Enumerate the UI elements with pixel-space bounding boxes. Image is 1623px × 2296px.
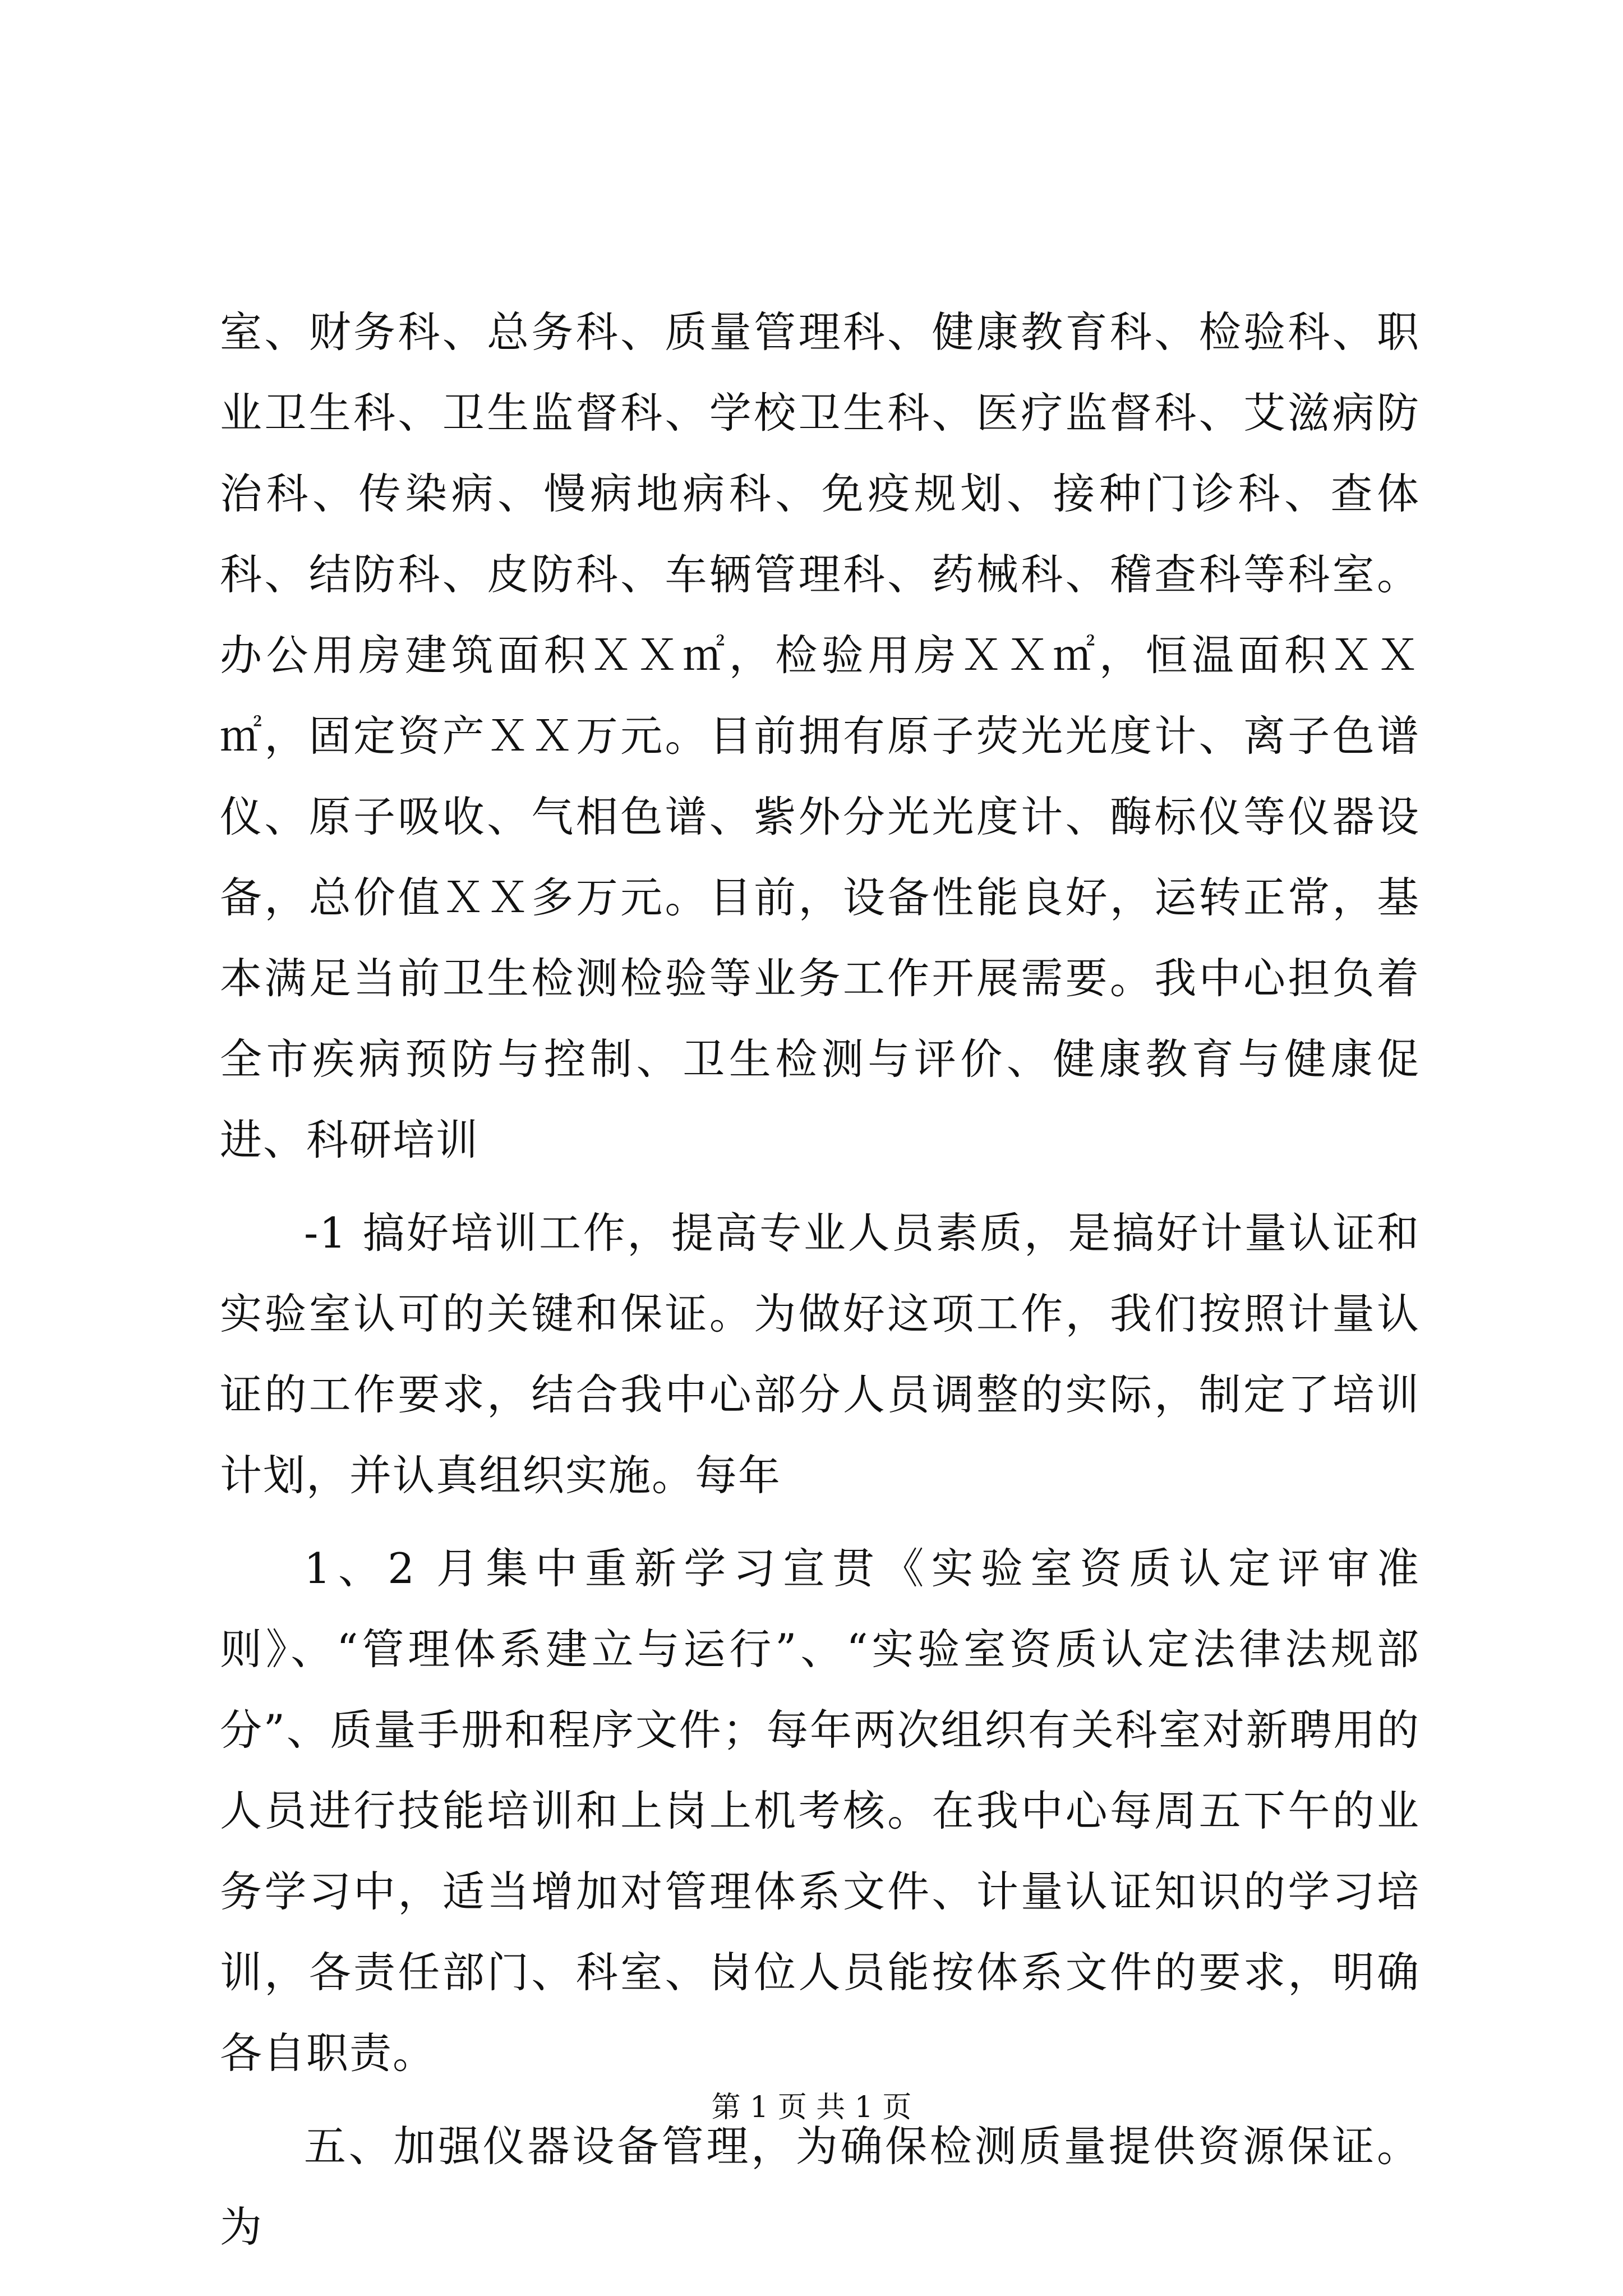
paragraph-training: -1 搞好培训工作，提高专业人员素质，是搞好计量认证和实验室认可的关键和保证。为做好这项工作，我们按照计量认证的工作要求，结合我中心部分人员调整的实际，制定了培训计划，并认真组织实施。每年: [220, 1208, 1420, 1500]
paragraph-study-schedule: 1、2 月集中重新学习宣贯《实验室资质认定评审准则》、“管理体系建立与运行”、“实验室资质认定法律法规部分”、质量手册和程序文件；每年两次组织有关科室对新聘用的人员进行技能培训和上岗上机考核。在我中心每周五下午的业务学习中，适当增加对管理体系文件、计量认证知识的学习培训，各责任部门、科室、岗位人员能按体系文件的要求，明确各自职责。: [220, 1544, 1420, 2078]
paragraph-section-five: 五、加强仪器设备管理，为确保检测质量提供资源保证。为: [220, 2122, 1420, 2252]
page-footer: 第 1 页 共 1 页: [711, 2091, 912, 2124]
paragraph-continued: 室、财务科、总务科、质量管理科、健康教育科、检验科、职业卫生科、卫生监督科、学校卫生科、医疗监督科、艾滋病防治科、传染病、慢病地病科、免疫规划、接种门诊科、查体科、结防科、皮防科、车辆管理科、药械科、稽查科等科室。办公用房建筑面积ＸＸ㎡，检验用房ＸＸ㎡，恒温面积ＸＸ㎡，固定资产ＸＸ万元。目前拥有原子荧光光度计、离子色谱仪、原子吸收、气相色谱、紫外分光光度计、酶标仪等仪器设备，总价值ＸＸ多万元。目前，设备性能良好，运转正常，基本满足当前卫生检测检验等业务工作开展需要。我中心担负着全市疾病预防与控制、卫生检测与评价、健康教育与健康促进、科研培训: [220, 307, 1420, 1165]
document-body: [220, 292, 1420, 2267]
